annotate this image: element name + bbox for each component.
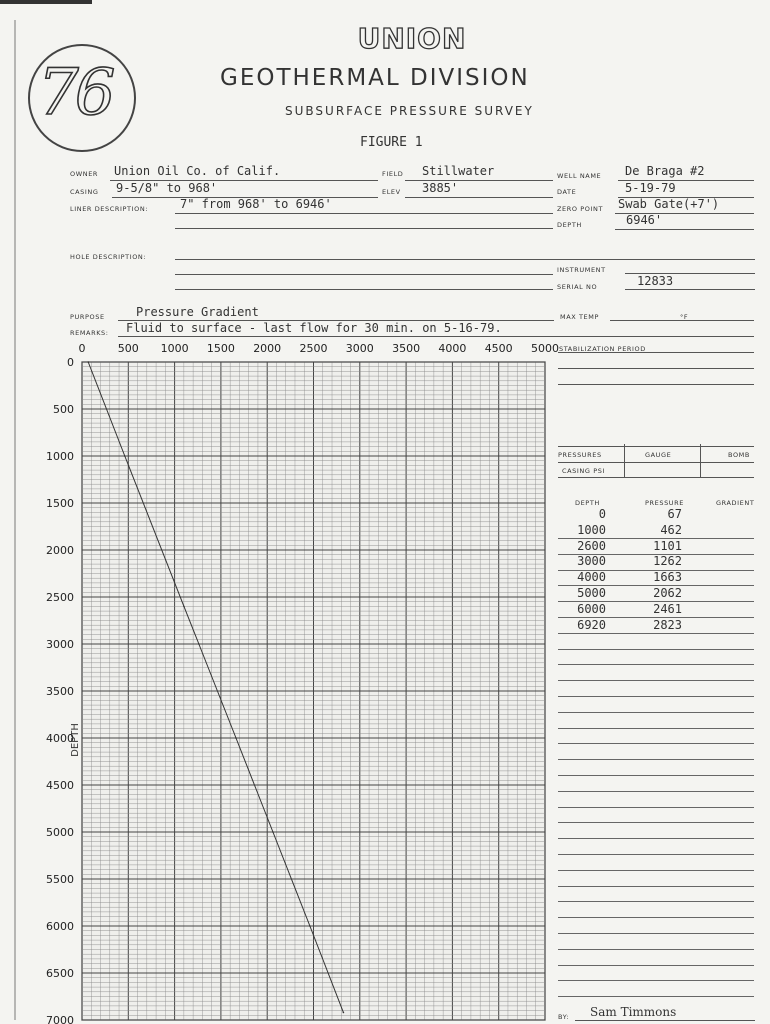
table-cell-depth: 6000 — [577, 601, 606, 616]
x-tick-label: 4500 — [484, 342, 513, 355]
table-rule — [558, 886, 754, 887]
x-axis-ticks — [79, 342, 560, 355]
depth-label: DEPTH — [557, 221, 582, 229]
zero-value: Swab Gate(+7') — [618, 197, 720, 211]
table-rule — [558, 601, 754, 602]
casing-psi-label: CASING PSI — [562, 467, 605, 475]
table-rule — [558, 838, 754, 839]
table-cell-depth: 2600 — [577, 538, 606, 553]
owner-value: Union Oil Co. of Calif. — [114, 164, 281, 178]
casing-label: CASING — [70, 188, 99, 196]
y-tick-label: 1000 — [46, 450, 74, 463]
data-point — [183, 606, 185, 608]
y-axis-label: DEPTH — [70, 723, 81, 757]
table-rule — [558, 791, 754, 792]
table-rule — [558, 728, 754, 729]
col-depth-header: DEPTH — [575, 499, 600, 507]
division-title: GEOTHERMAL DIVISION — [220, 65, 530, 91]
table-rule — [558, 870, 754, 871]
purpose-value: Pressure Gradient — [136, 305, 259, 319]
table-rule — [558, 554, 754, 555]
table-cell-depth: 1000 — [577, 522, 606, 537]
y-tick-label: 4500 — [46, 779, 74, 792]
chart-grid — [82, 362, 545, 1020]
x-tick-label: 5000 — [531, 342, 559, 355]
table-rule — [558, 743, 754, 744]
table-rule — [558, 617, 754, 618]
brand-wordmark: UNION — [357, 22, 467, 55]
table-cell-depth: 6920 — [577, 617, 606, 632]
table-cell-depth: 3000 — [577, 554, 606, 569]
data-point — [198, 643, 200, 645]
table-rule — [558, 933, 754, 934]
liner-value: 7" from 968' to 6946' — [180, 197, 332, 211]
table-rule — [558, 649, 754, 650]
table-rule — [558, 696, 754, 697]
y-axis-ticks — [46, 356, 74, 1024]
y-tick-label: 2000 — [46, 544, 74, 557]
x-tick-label: 3000 — [345, 342, 374, 355]
date-value: 5-19-79 — [625, 181, 676, 195]
table-rule — [558, 996, 754, 997]
table-cell-pressure: 2823 — [653, 617, 682, 632]
table-rule — [558, 664, 754, 665]
table-rule — [558, 538, 754, 539]
owner-label: OWNER — [70, 170, 99, 178]
table-rule — [558, 585, 754, 586]
serial-value: 12833 — [637, 274, 674, 288]
instrument-label: INSTRUMENT — [557, 266, 606, 274]
x-tick-label: 2500 — [299, 342, 328, 355]
table-rule — [558, 965, 754, 966]
table-rule — [558, 712, 754, 713]
field-label: FIELD — [382, 170, 404, 178]
table-cell-depth: 4000 — [577, 570, 606, 585]
table-rule — [558, 949, 754, 950]
data-point — [343, 1012, 345, 1014]
col-gradient-header: GRADIENT — [716, 499, 755, 507]
liner-label: LINER DESCRIPTION: — [70, 205, 149, 213]
purpose-label: PURPOSE — [70, 313, 105, 321]
table-rule — [558, 901, 754, 902]
y-tick-label: 7000 — [46, 1014, 74, 1024]
elev-value: 3885' — [422, 181, 459, 195]
survey-subtitle: SUBSURFACE PRESSURE SURVEY — [285, 104, 534, 118]
y-tick-label: 2500 — [46, 591, 74, 604]
remarks-value: Fluid to surface - last flow for 30 min. on 5-16-79. — [126, 321, 502, 335]
x-tick-label: 1000 — [160, 342, 189, 355]
hole-label: HOLE DESCRIPTION: — [70, 253, 147, 261]
table-rule — [558, 775, 754, 776]
depth-value: 6946' — [626, 213, 663, 227]
data-point — [235, 737, 237, 739]
table-rule — [558, 854, 754, 855]
zero-label: ZERO POINT — [557, 205, 604, 213]
x-tick-label: 0 — [78, 342, 86, 355]
serial-label: SERIAL NO — [557, 283, 598, 291]
maxtemp-unit: °F — [680, 313, 689, 321]
table-rule — [558, 570, 754, 571]
y-tick-label: 3000 — [46, 638, 74, 651]
gauge-label: GAUGE — [645, 451, 672, 459]
date-label: DATE — [557, 188, 577, 196]
figure-label: FIGURE 1 — [360, 135, 423, 150]
well-value: De Braga #2 — [625, 164, 705, 178]
col-pressure-header: PRESSURE — [645, 499, 684, 507]
remarks-label: REMARKS: — [70, 329, 109, 337]
field-value: Stillwater — [422, 164, 495, 178]
table-cell-pressure: 67 — [667, 507, 682, 521]
pressures-label: PRESSURES — [558, 451, 602, 459]
table-cell-pressure: 1262 — [653, 554, 682, 569]
stabilization-label: STABILIZATION PERIOD — [559, 345, 646, 353]
x-tick-label: 4000 — [438, 342, 467, 355]
maxtemp-label: MAX TEMP — [560, 313, 599, 321]
y-tick-label: 5500 — [46, 873, 74, 886]
table-rule — [558, 633, 754, 634]
signature-name: Sam Timmons — [590, 1005, 677, 1019]
table-cell-pressure: 2461 — [653, 601, 682, 616]
table-rule — [558, 980, 754, 981]
x-tick-label: 2000 — [253, 342, 282, 355]
data-point — [309, 925, 311, 927]
table-rule — [558, 807, 754, 808]
x-tick-label: 500 — [117, 342, 139, 355]
y-tick-label: 0 — [67, 356, 74, 369]
y-tick-label: 1500 — [46, 497, 74, 510]
logo-76-text: 76 — [38, 56, 112, 130]
y-tick-label: 6000 — [46, 920, 74, 933]
x-tick-label: 3500 — [392, 342, 421, 355]
by-label: BY: — [558, 1013, 570, 1021]
table-rule — [558, 822, 754, 823]
table-cell-pressure: 2062 — [653, 586, 682, 600]
data-point — [87, 361, 89, 363]
table-rule — [558, 917, 754, 918]
table-cell-pressure: 1663 — [653, 570, 682, 585]
y-tick-label: 5000 — [46, 826, 74, 839]
y-tick-label: 500 — [53, 403, 74, 416]
y-tick-label: 3500 — [46, 685, 74, 698]
well-label: WELL NAME — [557, 172, 602, 180]
x-tick-label: 1500 — [206, 342, 235, 355]
table-cell-pressure: 1101 — [653, 538, 682, 553]
elev-label: ELEV — [382, 188, 401, 196]
bomb-label: BOMB — [728, 451, 750, 459]
y-tick-label: 4000 — [46, 732, 74, 745]
table-cell-depth: 0 — [598, 507, 606, 521]
data-point — [124, 455, 126, 457]
table-rule — [558, 680, 754, 681]
table-cell-pressure: 462 — [660, 522, 682, 537]
table-rule — [558, 759, 754, 760]
casing-value: 9-5/8" to 968' — [116, 181, 218, 195]
y-tick-label: 6500 — [46, 967, 74, 980]
table-cell-depth: 5000 — [577, 586, 606, 600]
data-point — [272, 831, 274, 833]
